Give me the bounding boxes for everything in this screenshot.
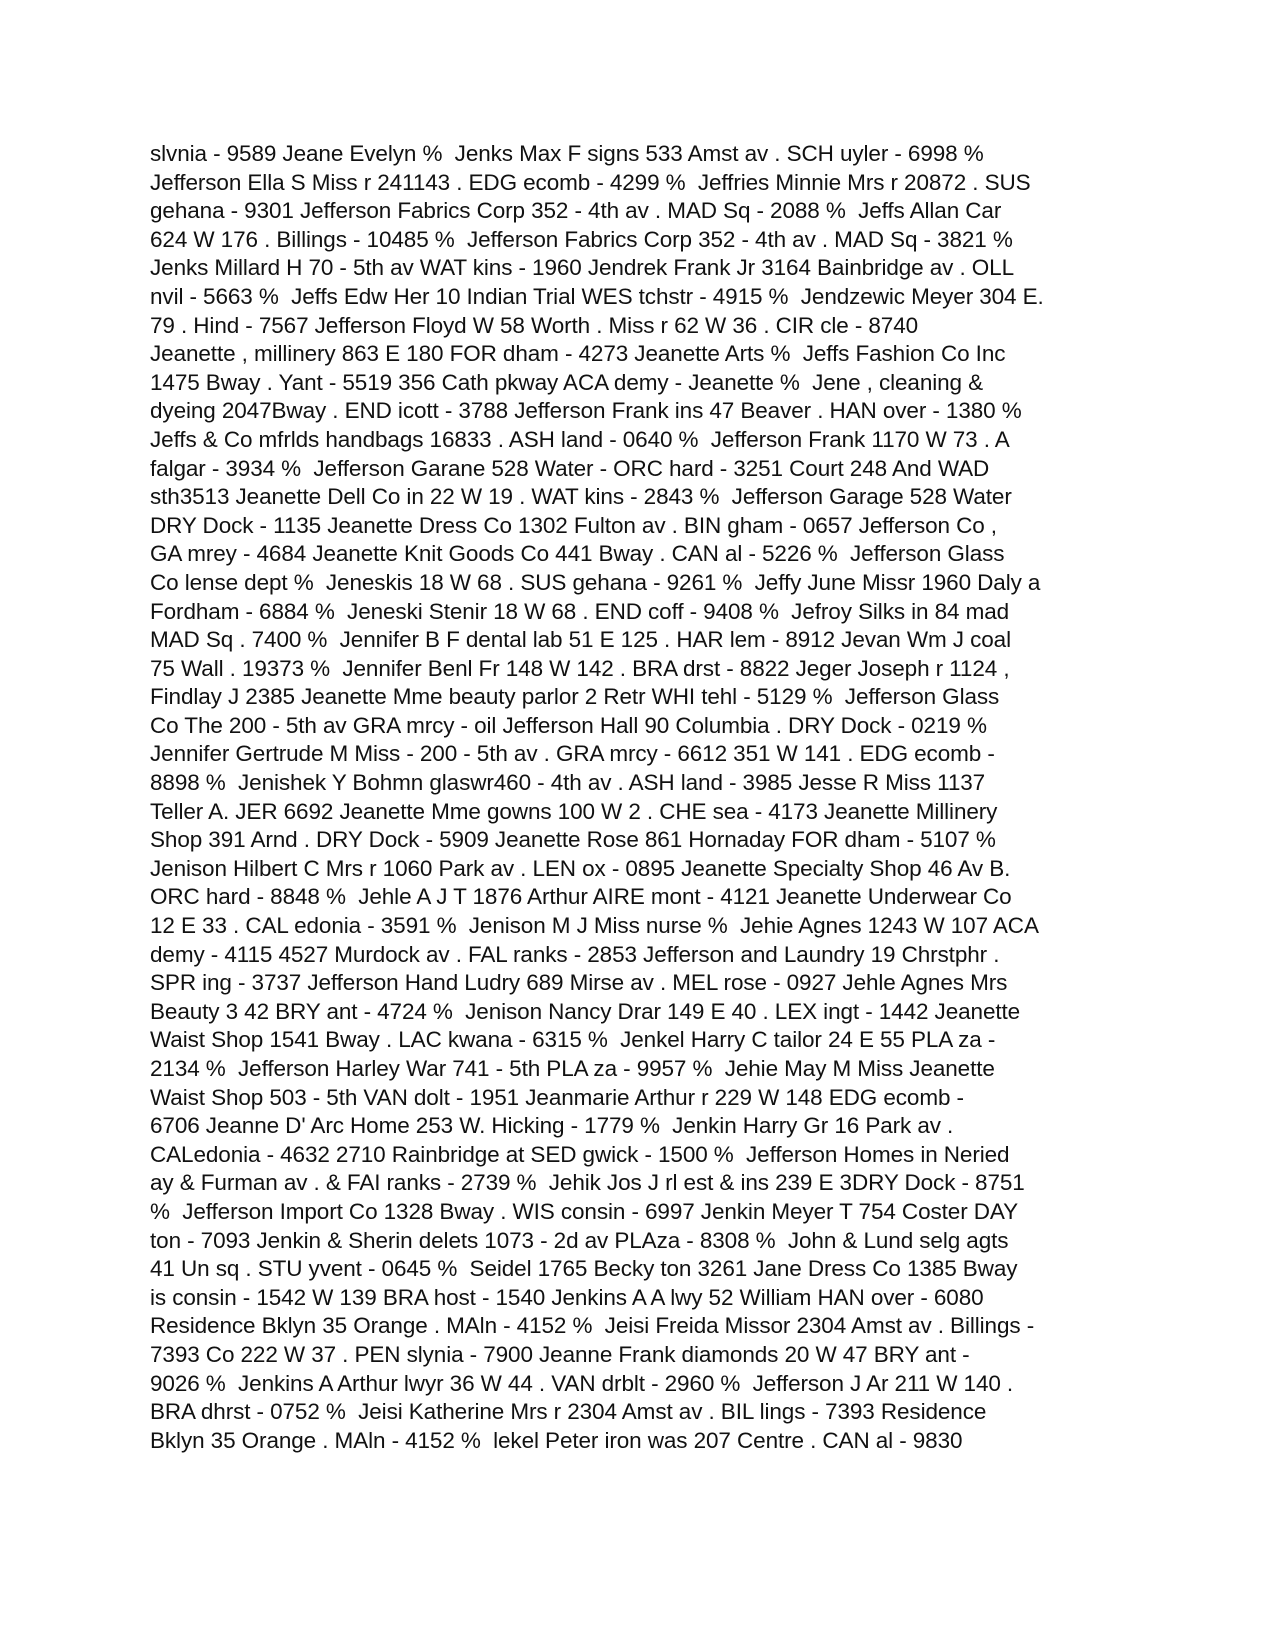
- text-line: Jefferson Ella S Miss r 241143 . EDG ecomb - 4299 % Jeffries Minnie Mrs r 20872 . SUS: [150, 169, 1031, 195]
- text-line: sth3513 Jeanette Dell Co in 22 W 19 . WAT kins - 2843 % Jefferson Garage 528 Water: [150, 484, 1012, 510]
- text-line: 1475 Bway . Yant - 5519 356 Cath pkway ACA demy - Jeanette % Jene , cleaning &: [150, 369, 984, 395]
- text-line: 75 Wall . 19373 % Jennifer Benl Fr 148 W 142 . BRA drst - 8822 Jeger Joseph r 1124 ,: [150, 655, 1010, 681]
- text-line: ORC hard - 8848 % Jehle A J T 1876 Arthur AIRE mont - 4121 Jeanette Underwear Co: [150, 884, 1012, 910]
- text-line: 6706 Jeanne D' Arc Home 253 W. Hicking - 1779 % Jenkin Harry Gr 16 Park av .: [150, 1113, 954, 1139]
- text-line: Jenison Hilbert C Mrs r 1060 Park av . LEN ox - 0895 Jeanette Specialty Shop 46 Av B.: [150, 855, 1011, 881]
- text-line: Jeanette , millinery 863 E 180 FOR dham - 4273 Jeanette Arts % Jeffs Fashion Co Inc: [150, 341, 1006, 367]
- text-line: Fordham - 6884 % Jeneski Stenir 18 W 68 . END coff - 9408 % Jefroy Silks in 84 mad: [150, 598, 1010, 624]
- text-line: Jennifer Gertrude M Miss - 200 - 5th av . GRA mrcy - 6612 351 W 141 . EDG ecomb -: [150, 741, 995, 767]
- text-line: Jeffs & Co mfrlds handbags 16833 . ASH land - 0640 % Jefferson Frank 1170 W 73 . A: [150, 426, 1010, 452]
- text-line: Bklyn 35 Orange . MAln - 4152 % lekel Peter iron was 207 Centre . CAN al - 9830: [150, 1427, 963, 1453]
- text-line: Co The 200 - 5th av GRA mrcy - oil Jefferson Hall 90 Columbia . DRY Dock - 0219 %: [150, 712, 987, 738]
- text-line: is consin - 1542 W 139 BRA host - 1540 Jenkins A A lwy 52 William HAN over - 6080: [150, 1284, 984, 1310]
- text-line: 8898 % Jenishek Y Bohmn glaswr460 - 4th av . ASH land - 3985 Jesse R Miss 1137: [150, 770, 986, 796]
- text-line: Findlay J 2385 Jeanette Mme beauty parlor 2 Retr WHI tehl - 5129 % Jefferson Glass: [150, 684, 1000, 710]
- text-line: 9026 % Jenkins A Arthur lwyr 36 W 44 . VAN drblt - 2960 % Jefferson J Ar 211 W 140 .: [150, 1370, 1014, 1396]
- text-line: slvnia - 9589 Jeane Evelyn % Jenks Max F signs 533 Amst av . SCH uyler - 6998 %: [150, 141, 984, 166]
- text-line: CALedonia - 4632 2710 Rainbridge at SED gwick - 1500 % Jefferson Homes in Neried: [150, 1141, 1010, 1167]
- text-line: Residence Bklyn 35 Orange . MAln - 4152 % Jeisi Freida Missor 2304 Amst av . Billings -: [150, 1313, 1035, 1339]
- text-line: gehana - 9301 Jefferson Fabrics Corp 352 - 4th av . MAD Sq - 2088 % Jeffs Allan Car: [150, 198, 1002, 224]
- text-line: ay & Furman av . & FAI ranks - 2739 % Jehik Jos J rl est & ins 239 E 3DRY Dock - 8751: [150, 1170, 1025, 1196]
- text-line: % Jefferson Import Co 1328 Bway . WIS consin - 6997 Jenkin Meyer T 754 Coster DAY: [150, 1198, 1019, 1224]
- text-line: Co lense dept % Jeneskis 18 W 68 . SUS gehana - 9261 % Jeffy June Missr 1960 Daly a: [150, 569, 1041, 595]
- text-line: 79 . Hind - 7567 Jefferson Floyd W 58 Worth . Miss r 62 W 36 . CIR cle - 8740: [150, 312, 919, 338]
- text-line: dyeing 2047Bway . END icott - 3788 Jefferson Frank ins 47 Beaver . HAN over - 1380 %: [150, 398, 1022, 424]
- text-line: BRA dhrst - 0752 % Jeisi Katherine Mrs r 2304 Amst av . BIL lings - 7393 Residence: [150, 1399, 987, 1425]
- text-line: 2134 % Jefferson Harley War 741 - 5th PLA za - 9957 % Jehie May M Miss Jeanette: [150, 1056, 995, 1081]
- text-line: nvil - 5663 % Jeffs Edw Her 10 Indian Trial WES tchstr - 4915 % Jendzewic Meyer 304 E.: [150, 283, 1044, 309]
- text-line: MAD Sq . 7400 % Jennifer B F dental lab 51 E 125 . HAR lem - 8912 Jevan Wm J coal: [150, 627, 1011, 653]
- text-line: GA mrey - 4684 Jeanette Knit Goods Co 441 Bway . CAN al - 5226 % Jefferson Glass: [150, 541, 1005, 567]
- directory-text-block: [150, 140, 1150, 1455]
- text-line: DRY Dock - 1135 Jeanette Dress Co 1302 Fulton av . BIN gham - 0657 Jefferson Co ,: [150, 512, 997, 538]
- text-line: Shop 391 Arnd . DRY Dock - 5909 Jeanette Rose 861 Hornaday FOR dham - 5107 %: [150, 827, 996, 853]
- text-line: Waist Shop 503 - 5th VAN dolt - 1951 Jeanmarie Arthur r 229 W 148 EDG ecomb -: [150, 1084, 964, 1110]
- text-line: 12 E 33 . CAL edonia - 3591 % Jenison M J Miss nurse % Jehie Agnes 1243 W 107 ACA: [150, 913, 1039, 939]
- text-line: falgar - 3934 % Jefferson Garane 528 Water - ORC hard - 3251 Court 248 And WAD: [150, 455, 990, 481]
- text-line: 41 Un sq . STU yvent - 0645 % Seidel 1765 Becky ton 3261 Jane Dress Co 1385 Bway: [150, 1256, 1018, 1282]
- text-line: SPR ing - 3737 Jefferson Hand Ludry 689 Mirse av . MEL rose - 0927 Jehle Agnes Mrs: [150, 970, 1008, 996]
- text-line: 624 W 176 . Billings - 10485 % Jefferson Fabrics Corp 352 - 4th av . MAD Sq - 3821 %: [150, 226, 1013, 252]
- text-line: ton - 7093 Jenkin & Sherin delets 1073 - 2d av PLAza - 8308 % John & Lund selg agts: [150, 1227, 1009, 1253]
- text-line: Waist Shop 1541 Bway . LAC kwana - 6315 % Jenkel Harry C tailor 24 E 55 PLA za -: [150, 1027, 996, 1053]
- text-line: demy - 4115 4527 Murdock av . FAL ranks - 2853 Jefferson and Laundry 19 Chrstphr .: [150, 941, 1000, 967]
- text-line: Jenks Millard H 70 - 5th av WAT kins - 1960 Jendrek Frank Jr 3164 Bainbridge av . OLL: [150, 255, 1014, 281]
- text-line: Beauty 3 42 BRY ant - 4724 % Jenison Nancy Drar 149 E 40 . LEX ingt - 1442 Jeanette: [150, 998, 1021, 1024]
- text-line: Teller A. JER 6692 Jeanette Mme gowns 100 W 2 . CHE sea - 4173 Jeanette Millinery: [150, 798, 998, 824]
- text-line: 7393 Co 222 W 37 . PEN slynia - 7900 Jeanne Frank diamonds 20 W 47 BRY ant -: [150, 1341, 970, 1367]
